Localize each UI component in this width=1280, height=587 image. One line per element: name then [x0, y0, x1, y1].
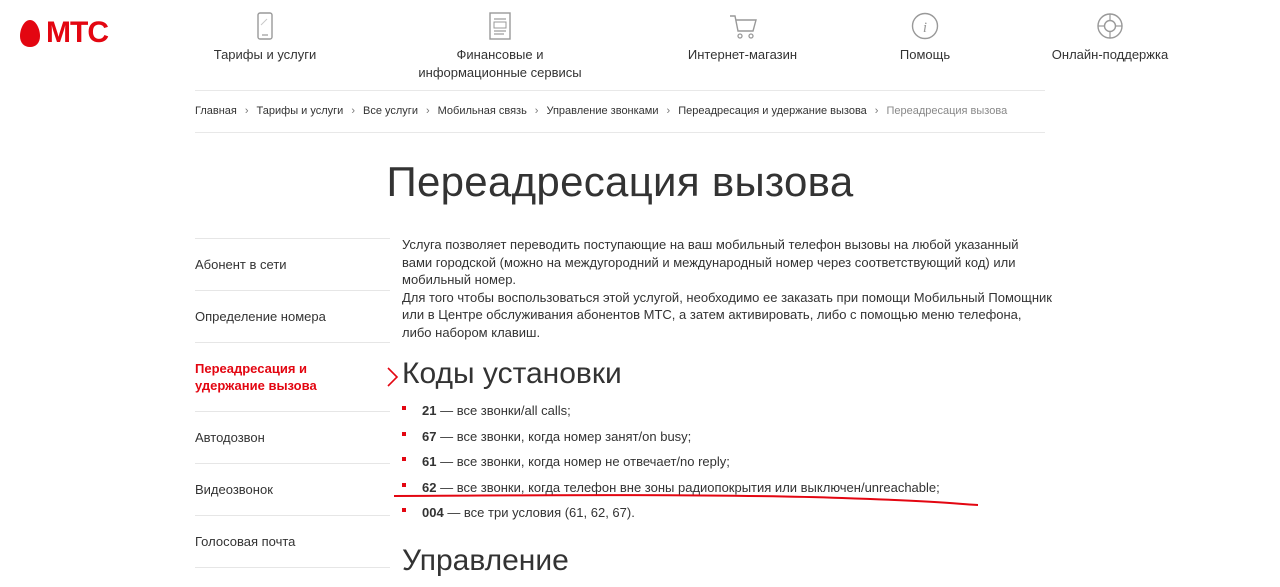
svg-text:i: i	[922, 20, 928, 36]
bullet-icon	[402, 457, 406, 461]
bullet-icon	[402, 508, 406, 512]
service-description	[402, 236, 1052, 341]
sidebar-item-voicemail[interactable]	[195, 515, 390, 568]
breadcrumb-link[interactable]: Тарифы и услуги	[256, 105, 344, 117]
document-icon	[484, 10, 516, 42]
nav-item-online-support[interactable]	[1045, 10, 1175, 64]
side-navigation	[195, 238, 390, 568]
egg-logo-icon	[20, 19, 40, 48]
breadcrumb-link[interactable]: Переадресация и удержание вызова	[678, 105, 867, 117]
divider	[195, 132, 1045, 133]
breadcrumb-link[interactable]: Главная	[195, 105, 237, 117]
sidebar-item-call-forwarding[interactable]	[195, 342, 390, 411]
nav-label: Интернет-магазин	[687, 47, 798, 62]
section-title-codes: Коды установки	[402, 357, 622, 390]
code-description: — все звонки, когда телефон вне зоны радиопокрытия или выключен/unreachable;	[436, 479, 940, 495]
breadcrumb-link[interactable]: Мобильная связь	[437, 105, 527, 117]
bullet-icon	[402, 432, 406, 436]
mts-logo[interactable]	[20, 18, 108, 48]
breadcrumb-link[interactable]: Управление звонками	[546, 105, 659, 117]
top-navigation	[195, 10, 1185, 90]
underline-annotation	[392, 493, 980, 507]
code-number: 61	[422, 454, 437, 469]
sidebar-item-label: Абонент в сети	[195, 257, 287, 272]
section-title-management: Управление	[402, 544, 569, 577]
nav-label: Помощь	[899, 47, 951, 62]
list-item	[402, 398, 940, 424]
list-item	[402, 449, 940, 475]
sidebar-item-video-call[interactable]	[195, 463, 390, 515]
nav-label: Тарифы и услуги	[213, 47, 317, 62]
chevron-right-icon: ›	[534, 105, 539, 117]
intro-paragraph: Услуга позволяет переводить поступающие на ваш мобильный телефон вызовы на любой указанный вами городской (можно на междугородний и международный номер через соответствующий код) или мобильный номер.	[402, 237, 1019, 287]
divider	[195, 90, 1045, 91]
code-number: 21	[422, 403, 437, 418]
sidebar-item-label: Переадресация и удержание вызова	[195, 361, 317, 393]
nav-item-tariffs[interactable]	[195, 10, 335, 64]
chevron-right-icon: ›	[425, 105, 430, 117]
phone-icon	[249, 10, 281, 42]
cart-icon	[727, 10, 759, 42]
sidebar-item-label: Определение номера	[195, 309, 326, 324]
chevron-right-icon: ›	[666, 105, 671, 117]
code-description: — все звонки/all calls;	[436, 403, 571, 418]
logo-text: МТС	[46, 16, 108, 49]
sidebar-item-label: Голосовая почта	[195, 534, 296, 549]
sidebar-item-label: Видеозвонок	[195, 482, 273, 497]
breadcrumb	[195, 105, 1007, 117]
bullet-icon	[402, 406, 406, 410]
code-number: 62	[422, 479, 437, 495]
code-number: 004	[422, 505, 444, 520]
sidebar-item-label: Автодозвон	[195, 430, 265, 445]
intro-paragraph: Для того чтобы воспользоваться этой услугой, необходимо ее заказать при помощи Мобильный Помощник или в Центре обслуживания абонентов МТС, а затем активировать, либо с помощью меню телефона, либо набором клавиш.	[402, 289, 1052, 340]
page-title: Переадресация вызова	[386, 158, 854, 205]
chevron-right-icon: ›	[351, 105, 355, 117]
nav-item-help[interactable]	[885, 10, 965, 64]
code-description: — все звонки, когда номер занят/on busy;	[436, 428, 692, 444]
list-item	[402, 424, 940, 450]
code-description: — все звонки, когда номер не отвечает/no reply;	[436, 454, 730, 469]
chevron-right-icon	[385, 366, 399, 388]
nav-label: Онлайн-поддержка	[1051, 47, 1169, 62]
code-description: — все три условия (61, 62, 67).	[443, 505, 635, 520]
code-number: 67	[422, 428, 437, 444]
info-icon	[909, 10, 941, 42]
nav-item-shop[interactable]	[675, 10, 810, 64]
chevron-right-icon: ›	[874, 105, 879, 117]
sidebar-item-autoredial[interactable]	[195, 411, 390, 463]
sidebar-item-subscriber-online[interactable]	[195, 238, 390, 290]
lifebuoy-icon	[1094, 10, 1126, 42]
bullet-icon	[402, 483, 406, 487]
nav-label: Финансовые и информационные сервисы	[418, 47, 582, 80]
breadcrumb-link[interactable]: Все услуги	[363, 105, 418, 117]
sidebar-item-caller-id[interactable]	[195, 290, 390, 342]
breadcrumb-current: Переадресация вызова	[886, 105, 1008, 117]
chevron-right-icon: ›	[244, 105, 249, 117]
nav-item-financial[interactable]	[415, 10, 585, 82]
